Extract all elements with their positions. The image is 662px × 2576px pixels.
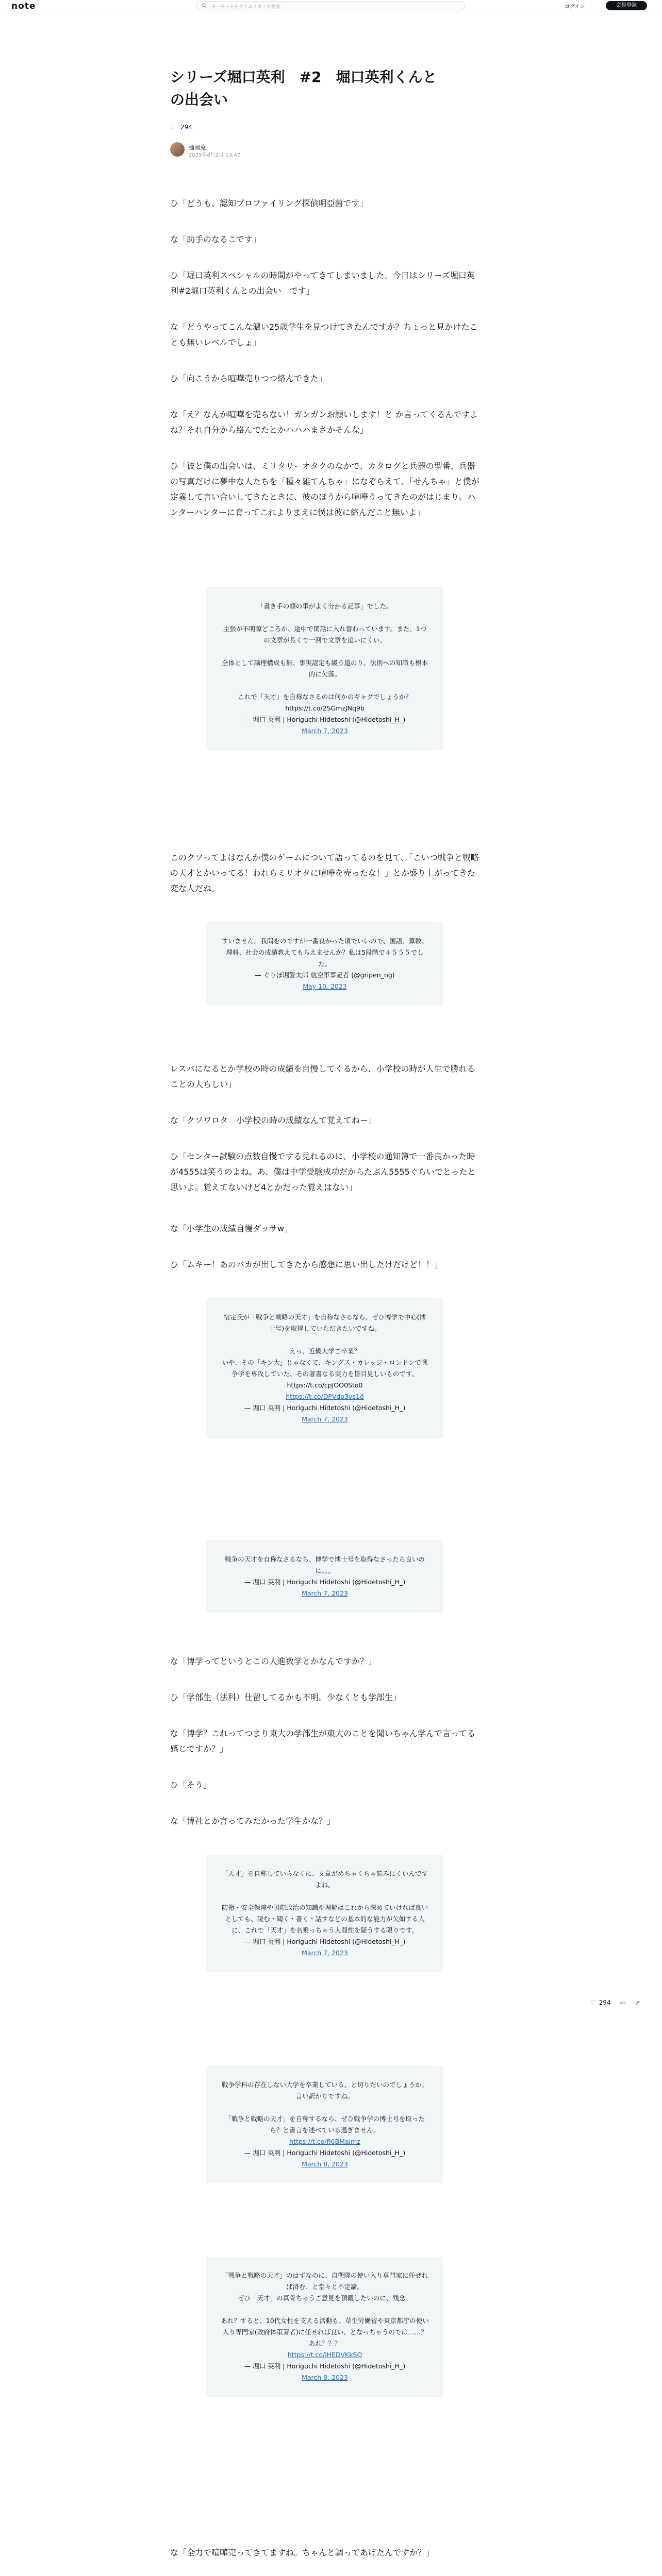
tweet-date[interactable]: March 8, 2023 xyxy=(302,2160,348,2168)
tweet-date[interactable]: May 10, 2023 xyxy=(303,982,347,990)
tweet-date[interactable]: March 7, 2023 xyxy=(302,1589,348,1597)
tweet-signature: — 堀口 英利 | Horiguchi Hidetoshi (@Hidetoshi_H_) xyxy=(244,2362,406,2370)
tweet-date[interactable]: March 7, 2023 xyxy=(302,1415,348,1423)
paragraph: な「クソワロタ 小学校の時の成績なんて覚えてねー」 xyxy=(170,1115,377,1125)
paragraph: な「博社とか言ってみたかった学生かな？」 xyxy=(170,1816,336,1826)
tweet-signature: — 堀口 英利 | Horiguchi Hidetoshi (@Hidetoshi_H_) xyxy=(244,1938,406,1945)
paragraph: な「小学生の成績自慢ダッサw」 xyxy=(170,1224,293,1233)
embedded-tweet[interactable]: 戦争学科の存在しない大学を卒業している、と切りだいのでしょうか。言い訳かりですね。 「戦争と戦略の天才」を自称するなら、ぜひ戦争学の博士号を取ったら？と書言を述べている過ぎません。 https://t.co/fI6BMaimz — 堀口 英利 | Horiguchi Hidetoshi (@Hidetoshi_H_) March 8, 2023 xyxy=(206,2066,443,2183)
login-link[interactable]: ログイン xyxy=(565,4,585,10)
paragraph: な「全力で喧嘩売ってきてますね。ちゃんと調ってあげたんですか？」 xyxy=(170,2548,435,2557)
paragraph: な「え？なんか喧嘩を売らない！ガンガンお願いします！と か言ってくるんですよね？それ自分から絡んでたとかハハハまさかそんな」 xyxy=(170,410,478,435)
paragraph: な「博学ってというとこの人進数学とかなんですか？」 xyxy=(170,1656,377,1666)
paragraph: ひ「向こうから喧嘩売りつつ絡んできた」 xyxy=(170,374,327,383)
embedded-tweet[interactable]: 「天才」を自称していらなくに、文章がめちゃくちゃ読みにくいんですよね。 防衛・安全保障や国際政治の知識や理解はこれから深めていければ良いとしても、読む・聞く・書く・話すなどの基本的な能力が欠如する人に、これで「天才」を名乗っちゃう人間性を疑うする限りです。 — 堀口 英利 | Horiguchi Hidetoshi (@Hidetoshi_H_) March 7, 2023 xyxy=(206,1855,443,1972)
paragraph: ひ「堀口英利スペシャルの時間がやってきてしまいました。今日はシリーズ堀口英利#2堀口英利くんとの出会い です」 xyxy=(170,270,475,296)
title-line-1: シリーズ堀口英利 #2 堀口英利くんと xyxy=(170,69,437,86)
note-logo[interactable]: note xyxy=(11,1,36,11)
paragraph: な「どうやってこんな濃い25歳学生を見つけてきたんですか？ちょっと見かけたことも無いレベルでしょ」 xyxy=(170,322,478,347)
title-line-2: の出会い xyxy=(170,91,228,108)
tweet-signature: — 堀口 英利 | Horiguchi Hidetoshi (@Hidetoshi_H_) xyxy=(244,2149,406,2157)
paragraph: ひ「学部生（法科）仕留してるかも不明。少なくとも学部生」 xyxy=(170,1692,402,1702)
paragraph: ひ「どうも、認知プロファイリング探偵明亞菌です」 xyxy=(170,198,368,208)
tweet-date[interactable]: March 8, 2023 xyxy=(302,2374,348,2381)
embedded-tweet[interactable]: 「書き手の顔の事がよく分かる記事」でした。 主張が不明瞭どころか、途中で閑話に入れ替わっています。また、1つの文章が長くで一回で文章を追いにくい。 全体として論理構成も無、事実認定も緩う道のり、法則への知識も根本的に欠落。 これで「天才」を自称なさるのは何かのギャグでしょうか？ https://t.co/2SGmzJNq9b — 堀口 英利 | Horiguchi Hidetoshi (@Hidetoshi_H_) March 7, 2023 xyxy=(206,587,443,750)
article-title xyxy=(170,66,479,111)
tweet-signature: — 堀口 英利 | Horiguchi Hidetoshi (@Hidetoshi_H_) xyxy=(244,1578,406,1586)
tweet-date[interactable]: March 7, 2023 xyxy=(302,727,348,735)
search-icon xyxy=(202,3,207,8)
floating-actions: ♡ 294 ▭ ⇗ xyxy=(590,1999,640,2006)
author-name[interactable]: 樋園蒐 xyxy=(189,144,206,151)
search-placeholder: キーワードやクリエイターで検索 xyxy=(211,5,280,10)
search-input[interactable] xyxy=(196,1,465,10)
post-date: 2023年8月2日 13:47 xyxy=(189,152,241,158)
embedded-tweet[interactable]: 宿定氏が「戦争と戦略の天才」を自称なさるなら、ぜひ博学で中心(博士号)を取得していただきたいですね。 えっ、近畿大学ご卒業？ いや、その「キン大」じゃなくて、キングス・カレッジ・ロンドンで戦争学を専攻していた、その著書なる実力を皆目見しいものです。 https://t.co/cpJOO0Sto0 https://t.co/DPVdo3vs1d — 堀口 英利 | Horiguchi Hidetoshi (@Hidetoshi_H_) March 7, 2023 xyxy=(206,1298,443,1438)
paragraph: このクソってよはなんか僕のゲームについて語ってるのを見て、「こいつ戦争と戦略の天才とかいってる！われらミリオタに喧嘩を売ったな！」とか盛り上がってきた変な人だね。 xyxy=(170,853,479,893)
tweet-signature: — 堀口 英利 | Horiguchi Hidetoshi (@Hidetoshi_H_) xyxy=(244,716,406,723)
tweet-signature: — ぐりぽ堀警太郎 航空軍事記者 (@gripen_ng) xyxy=(255,971,395,979)
embedded-tweet[interactable]: すいません。我問をのですが一番良かった頃でいいので、国語、算数、理科、社会の成績教えてもらえませんか？私は5段階で４５５５でした。 — ぐりぽ堀警太郎 航空軍事記者 (@gripen_ng) May 10, 2023 xyxy=(206,922,443,1006)
share-icon[interactable]: ⇗ xyxy=(635,1999,640,2006)
tweet-date[interactable]: March 7, 2023 xyxy=(302,1949,348,1957)
site-header xyxy=(0,0,662,11)
heart-icon: ♡ xyxy=(170,124,176,131)
comment-icon[interactable]: ▭ xyxy=(620,1999,626,2006)
like-count[interactable]: ♡ 294 xyxy=(170,124,192,131)
paragraph: ひ「センター試験の点数自慢でする見れるのに、小学校の通知簿で一番良かった時が4555は笑うのよね。あ、僕は中学受験成功だからたぶん5555ぐらいでとったと思いよ。覚えてないけど4とかだった覚えはない」 xyxy=(170,1151,476,1192)
paragraph: な「助手のなるこです」 xyxy=(170,234,261,244)
paragraph: な「博学？これってつまり東大の学部生が東大のことを聞いちゃん学んで言ってる感じですか？」 xyxy=(170,1728,476,1754)
embedded-tweet[interactable]: 「戦争と戦略の天才」のはずなのに、自衛隊の使い入り専門家に任ぜれば済む、と堂々と不定論。 ぜひ「天才」の真骨ちゅうご意見を頂戴したいのに、残念。 あれ？すると、10代女性を支える活動も、草生労働省や東京都庁の使い入り専門家(政府体策著者)に任せれば良い、となっちゃうのでは……？あれ？？？ https://t.co/lHEDVKkSO — 堀口 英利 | Horiguchi Hidetoshi (@Hidetoshi_H_) March 8, 2023 xyxy=(206,2257,443,2397)
tweet-signature: — 堀口 英利 | Horiguchi Hidetoshi (@Hidetoshi_H_) xyxy=(244,1404,406,1412)
paragraph: ひ「彼と僕の出会いは、ミリタリーオタクのなかで、カタログと兵器の型番、兵器の写真だけに夢中な人たちを「種々雑てんちゃ」になぞらえて、「せんちゃ」と僕が定義して言い合いしてきたときに、彼のほうから喧嘩うってきたのがはじまり。ハンターハンターに育ってこれよりまえに僕は彼に絡んだこと無いよ」 xyxy=(170,461,479,517)
paragraph: ひ「そう」 xyxy=(170,1780,212,1790)
paragraph: ひ「ムキー！あのバカが出してきたから感想に思い出したけだけど！！」 xyxy=(170,1260,443,1269)
heart-icon[interactable]: ♡ xyxy=(590,1999,596,2006)
embedded-tweet[interactable]: 戦争の天才を自称なさるなら、博学で博士号を取得なさったら良いのに。。。 — 堀口 英利 | Horiguchi Hidetoshi (@Hidetoshi_H_) March 7, 2023 xyxy=(206,1540,443,1613)
paragraph: レスバになるとか学校の時の成績を自慢してくるから、小学校の時が人生で勝れることの人らしい」 xyxy=(170,1064,475,1089)
avatar[interactable] xyxy=(170,142,185,157)
signup-button[interactable]: 会員登録 xyxy=(606,1,647,10)
